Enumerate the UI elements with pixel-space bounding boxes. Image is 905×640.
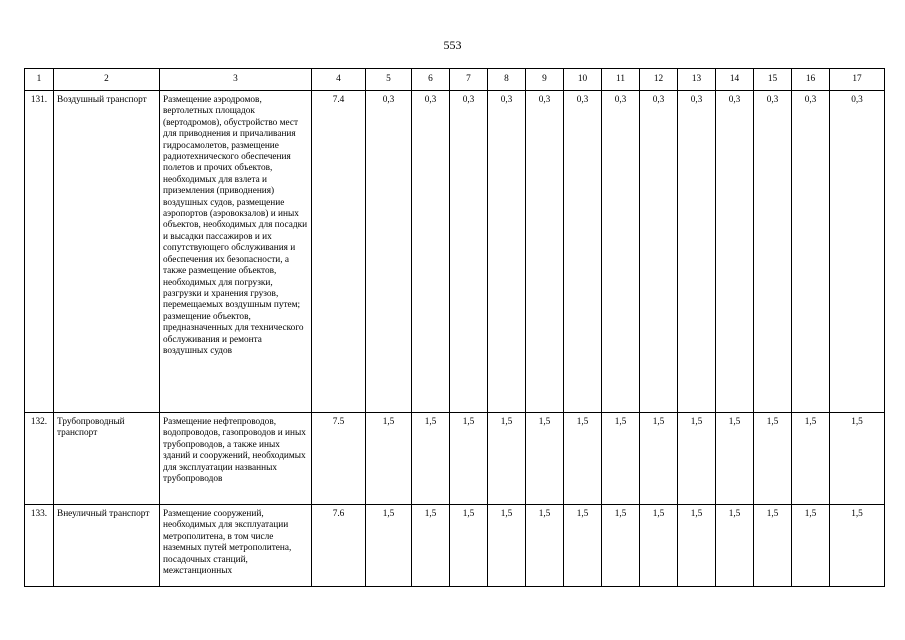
description-paragraph: Размещение сооружений, необходимых для эксплуатации метрополитена, в том числе наземных путей метрополитена, посадочных станций, межстанционных xyxy=(163,509,292,577)
table-row xyxy=(25,91,885,413)
row-value: 0,3 xyxy=(830,91,885,413)
row-value: 1,5 xyxy=(526,413,564,505)
header-cell: 15 xyxy=(754,69,792,91)
page-number: 553 xyxy=(443,38,462,52)
row-value: 1,5 xyxy=(640,413,678,505)
header-cell: 6 xyxy=(412,69,450,91)
header-cell: 14 xyxy=(716,69,754,91)
row-value: 0,3 xyxy=(526,91,564,413)
row-value: 1,5 xyxy=(830,413,885,505)
row-value: 1,5 xyxy=(526,505,564,587)
header-row xyxy=(25,69,885,91)
row-name: Воздушный транспорт xyxy=(54,91,160,413)
row-value: 1,5 xyxy=(792,505,830,587)
row-value: 1,5 xyxy=(564,505,602,587)
description-paragraph: Размещение нефтепроводов, водопроводов, газопроводов и иных трубопроводов, а также иных зданий и сооружений, необходимых для эксплуатации названных трубопроводов xyxy=(163,417,306,485)
row-value: 0,3 xyxy=(564,91,602,413)
header-cell: 9 xyxy=(526,69,564,91)
row-value: 1,5 xyxy=(366,413,412,505)
row-value: 0,3 xyxy=(366,91,412,413)
row-value: 1,5 xyxy=(602,413,640,505)
row-value: 1,5 xyxy=(488,413,526,505)
row-value: 1,5 xyxy=(488,505,526,587)
row-name: Трубопроводный транспорт xyxy=(54,413,160,505)
row-value: 1,5 xyxy=(716,413,754,505)
row-value: 0,3 xyxy=(754,91,792,413)
land-use-table xyxy=(24,68,885,587)
table-row xyxy=(25,505,885,587)
row-value: 1,5 xyxy=(792,413,830,505)
description-paragraph: Размещение аэродромов, вертолетных площадок (вертодромов), обустройство мест для приводнения и причаливания гидросамолетов, размещение радиотехнического обеспечения полетов и прочих объектов, необходимых для взлета и приземления (приводнения) воздушных судов, размещение аэропортов (аэровокзалов) и иных объектов, необходимых для посадки и высадки пассажиров и их сопутствующего обслуживания и обеспечения их безопасности, а также размещение объектов, необходимых для погрузки, разгрузки и хранения грузов, перемещаемых воздушным путем; xyxy=(163,95,308,311)
row-value: 0,3 xyxy=(450,91,488,413)
row-value: 0,3 xyxy=(602,91,640,413)
row-number: 133. xyxy=(25,505,54,587)
row-code: 7.4 xyxy=(312,91,366,413)
header-cell: 2 xyxy=(54,69,160,91)
row-description xyxy=(160,505,312,587)
row-number: 131. xyxy=(25,91,54,413)
header-cell: 7 xyxy=(450,69,488,91)
header-cell: 8 xyxy=(488,69,526,91)
row-value: 1,5 xyxy=(754,413,792,505)
row-value: 1,5 xyxy=(716,505,754,587)
header-cell: 5 xyxy=(366,69,412,91)
row-value: 1,5 xyxy=(678,413,716,505)
row-value: 1,5 xyxy=(602,505,640,587)
row-value: 1,5 xyxy=(754,505,792,587)
header-cell: 12 xyxy=(640,69,678,91)
row-description xyxy=(160,413,312,505)
row-name: Внеуличный транспорт xyxy=(54,505,160,587)
row-code: 7.5 xyxy=(312,413,366,505)
row-value: 0,3 xyxy=(678,91,716,413)
table-row xyxy=(25,413,885,505)
header-cell: 11 xyxy=(602,69,640,91)
row-value: 1,5 xyxy=(830,505,885,587)
header-cell: 13 xyxy=(678,69,716,91)
row-value: 1,5 xyxy=(412,413,450,505)
header-cell: 1 xyxy=(25,69,54,91)
row-value: 1,5 xyxy=(564,413,602,505)
header-cell: 16 xyxy=(792,69,830,91)
row-value: 1,5 xyxy=(412,505,450,587)
row-value: 0,3 xyxy=(792,91,830,413)
row-value: 0,3 xyxy=(488,91,526,413)
row-value: 0,3 xyxy=(716,91,754,413)
row-value: 0,3 xyxy=(640,91,678,413)
row-description xyxy=(160,91,312,413)
row-value: 1,5 xyxy=(450,413,488,505)
row-value: 1,5 xyxy=(640,505,678,587)
row-code: 7.6 xyxy=(312,505,366,587)
row-value: 1,5 xyxy=(366,505,412,587)
row-value: 0,3 xyxy=(412,91,450,413)
header-cell: 10 xyxy=(564,69,602,91)
header-cell: 4 xyxy=(312,69,366,91)
row-value: 1,5 xyxy=(450,505,488,587)
row-number: 132. xyxy=(25,413,54,505)
header-cell: 17 xyxy=(830,69,885,91)
row-value: 1,5 xyxy=(678,505,716,587)
header-cell: 3 xyxy=(160,69,312,91)
description-paragraph: размещение объектов, предназначенных для технического обслуживания и ремонта воздушных судов xyxy=(163,311,304,356)
